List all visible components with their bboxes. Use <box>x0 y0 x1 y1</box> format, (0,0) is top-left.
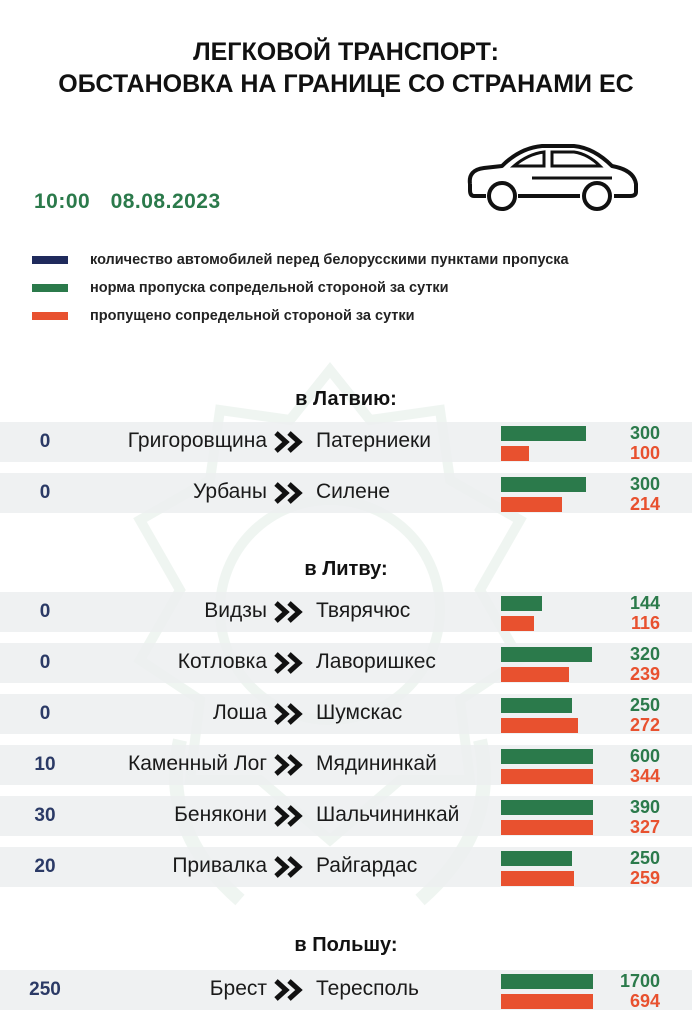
crossing-row <box>0 847 692 887</box>
legend-label-queue: количество автомобилей перед белорусскими пунктами пропуска <box>90 252 569 268</box>
crossing-to: Шальчининкай <box>316 803 460 826</box>
double-chevron-right-icon <box>274 481 304 505</box>
crossing-row <box>0 643 692 683</box>
crossing-row <box>0 592 692 632</box>
report-timestamp <box>34 190 221 214</box>
report-date: 08.08.2023 <box>110 190 221 213</box>
crossing-to: Райгардас <box>316 854 418 877</box>
passed-bar <box>501 616 534 631</box>
norm-bar <box>501 596 542 611</box>
crossing-row <box>0 473 692 513</box>
passed-value: 100 <box>629 443 660 463</box>
legend-swatch-passed <box>32 312 68 320</box>
legend-label-passed: пропущено сопредельной стороной за сутки <box>90 308 415 324</box>
queue-count: 10 <box>34 754 56 775</box>
passed-bar <box>501 871 574 886</box>
crossing-from: Привалка <box>172 854 267 877</box>
norm-bar <box>501 426 586 441</box>
norm-bar <box>501 800 593 815</box>
norm-bar <box>501 749 593 764</box>
legend-swatch-queue <box>32 256 68 264</box>
queue-count: 250 <box>29 979 61 1000</box>
crossing-from: Видзы <box>204 599 267 622</box>
norm-bar <box>501 851 572 866</box>
title-line-1: ЛЕГКОВОЙ ТРАНСПОРТ: <box>193 38 499 66</box>
double-chevron-right-icon <box>274 855 304 879</box>
car-icon <box>462 140 642 216</box>
double-chevron-right-icon <box>274 978 304 1002</box>
norm-bar <box>501 698 572 713</box>
passed-bar <box>501 718 578 733</box>
norm-bar <box>501 647 592 662</box>
crossing-from: Брест <box>209 977 267 1000</box>
passed-value: 259 <box>629 868 660 888</box>
double-chevron-right-icon <box>274 702 304 726</box>
legend-swatch-norm <box>32 284 68 292</box>
crossing-row <box>0 694 692 734</box>
passed-bar <box>501 994 593 1009</box>
crossing-to: Мядининкай <box>316 752 437 775</box>
norm-bar <box>501 477 586 492</box>
crossing-to: Лаворишкес <box>316 650 436 673</box>
double-chevron-right-icon <box>274 804 304 828</box>
crossing-to: Твярячюс <box>316 599 411 622</box>
passed-value: 239 <box>629 664 660 684</box>
norm-value: 320 <box>629 644 660 664</box>
norm-value: 250 <box>629 695 660 715</box>
queue-count: 30 <box>34 805 56 826</box>
norm-value: 600 <box>629 746 660 766</box>
title-line-2: ОБСТАНОВКА НА ГРАНИЦЕ СО СТРАНАМИ ЕС <box>58 70 634 98</box>
crossing-row <box>0 970 692 1010</box>
passed-bar <box>501 446 529 461</box>
crossing-from: Каменный Лог <box>127 752 267 775</box>
crossing-to: Силене <box>316 480 391 503</box>
section-title: в Литву: <box>304 558 388 580</box>
norm-bar <box>501 974 593 989</box>
double-chevron-right-icon <box>274 651 304 675</box>
legend-item-queue <box>32 251 569 269</box>
passed-bar <box>501 497 562 512</box>
passed-value: 327 <box>629 817 660 837</box>
legend-label-norm: норма пропуска сопредельной стороной за сутки <box>90 280 449 296</box>
passed-value: 214 <box>629 494 660 514</box>
double-chevron-right-icon <box>274 600 304 624</box>
crossing-from: Урбаны <box>193 480 267 503</box>
crossing-from: Котловка <box>177 650 267 673</box>
crossing-to: Патерниеки <box>316 429 431 452</box>
norm-value: 250 <box>629 848 660 868</box>
legend-item-passed <box>32 307 415 325</box>
section-title: в Польшу: <box>294 934 398 956</box>
section-title: в Латвию: <box>295 388 397 410</box>
passed-value: 116 <box>630 613 660 633</box>
norm-value: 390 <box>629 797 660 817</box>
queue-count: 0 <box>39 703 51 724</box>
passed-bar <box>501 769 593 784</box>
passed-value: 694 <box>629 991 660 1011</box>
queue-count: 0 <box>39 431 51 452</box>
double-chevron-right-icon <box>274 430 304 454</box>
passed-bar <box>501 667 569 682</box>
crossing-to: Тересполь <box>316 977 419 1000</box>
queue-count: 0 <box>39 601 51 622</box>
crossing-from: Лоша <box>213 701 267 724</box>
legend-item-norm <box>32 279 449 297</box>
queue-count: 0 <box>39 652 51 673</box>
norm-value: 300 <box>629 474 660 494</box>
double-chevron-right-icon <box>274 753 304 777</box>
passed-value: 272 <box>629 715 660 735</box>
crossing-row <box>0 745 692 785</box>
report-time: 10:00 <box>34 190 91 213</box>
crossing-from: Григоровщина <box>127 429 267 452</box>
passed-value: 344 <box>629 766 660 786</box>
queue-count: 20 <box>34 856 56 877</box>
passed-bar <box>501 820 593 835</box>
crossing-row <box>0 422 692 462</box>
norm-value: 300 <box>629 423 660 443</box>
crossing-from: Бенякони <box>174 803 267 826</box>
queue-count: 0 <box>39 482 51 503</box>
crossing-row <box>0 796 692 836</box>
norm-value: 1700 <box>619 971 660 991</box>
crossing-to: Шумскас <box>316 701 403 724</box>
norm-value: 144 <box>629 593 660 613</box>
